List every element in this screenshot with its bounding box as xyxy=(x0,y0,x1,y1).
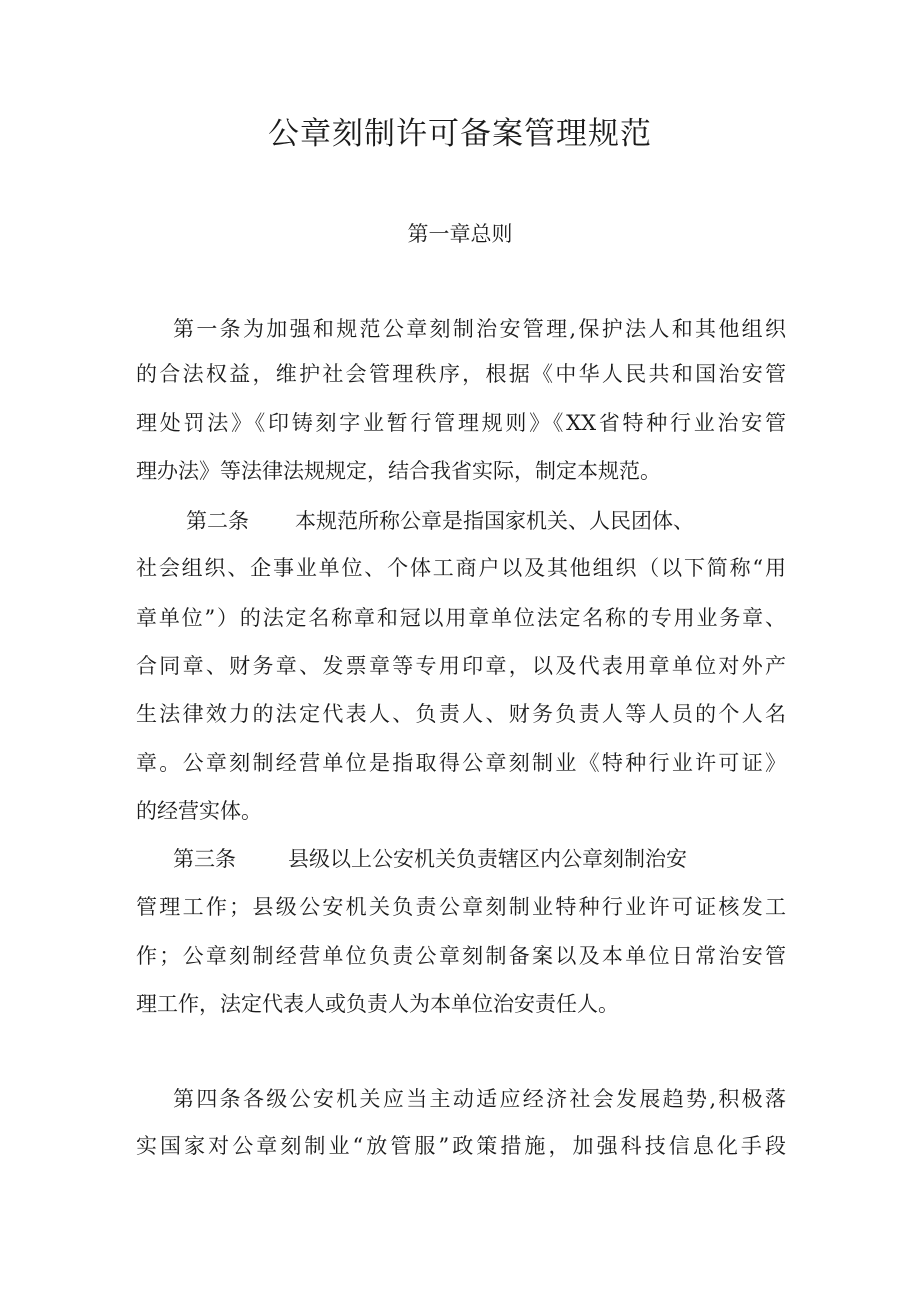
article1-line: 的合法权益，维护社会管理秩序，根据《中华人民共和国治安管 xyxy=(136,362,786,386)
article2-first-text: 本规范所称公章是指国家机关、人民团体、 xyxy=(295,509,694,533)
article2-line: 合同章、财务章、发票章等专用印章，以及代表用章单位对外产 xyxy=(136,654,786,678)
article2-line: 的经营实体。 xyxy=(136,799,262,823)
article3-heading-line xyxy=(173,843,687,875)
article1-line: 第一条为加强和规范公章刻制治安管理,保护法人和其他组织 xyxy=(173,317,786,341)
article3-line: 理工作，法定代表人或负责人为本单位治安责任人。 xyxy=(136,992,619,1016)
article1-line: 理处罚法》《印铸刻字业暂行管理规则》《XX省特种行业治安管 xyxy=(136,411,786,435)
article4-line: 第四条各级公安机关应当主动适应经济社会发展趋势,积极落 xyxy=(173,1087,786,1111)
article2-heading-line xyxy=(186,505,694,537)
article2-line: 社会组织、企事业单位、个体工商户以及其他组织（以下简称“用 xyxy=(136,556,786,580)
article2-line: 章单位”）的法定名称章和冠以用章单位法定名称的专用业务章、 xyxy=(136,606,786,630)
article3-line: 管理工作；县级公安机关负责公章刻制业特种行业许可证核发工 xyxy=(136,895,786,919)
chapter-heading: 第一章总则 xyxy=(407,222,513,246)
document-title: 公章刻制许可备案管理规范 xyxy=(268,116,652,152)
article4-line: 实国家对公章刻制业“放管服”政策措施，加强科技信息化手段 xyxy=(136,1134,786,1158)
article3-line: 作；公章刻制经营单位负责公章刻制备案以及本单位日常治安管 xyxy=(136,944,786,968)
article3-first-text: 县级以上公安机关负责辖区内公章刻制治安 xyxy=(288,847,687,871)
article2-label: 第二条 xyxy=(186,509,249,533)
article2-line: 章。公章刻制经营单位是指取得公章刻制业《特种行业许可证》 xyxy=(136,751,786,775)
article3-label: 第三条 xyxy=(173,847,236,871)
article2-line: 生法律效力的法定代表人、负责人、财务负责人等人员的个人名 xyxy=(136,702,786,726)
article1-line: 理办法》等法律法规规定，结合我省实际，制定本规范。 xyxy=(136,459,661,483)
